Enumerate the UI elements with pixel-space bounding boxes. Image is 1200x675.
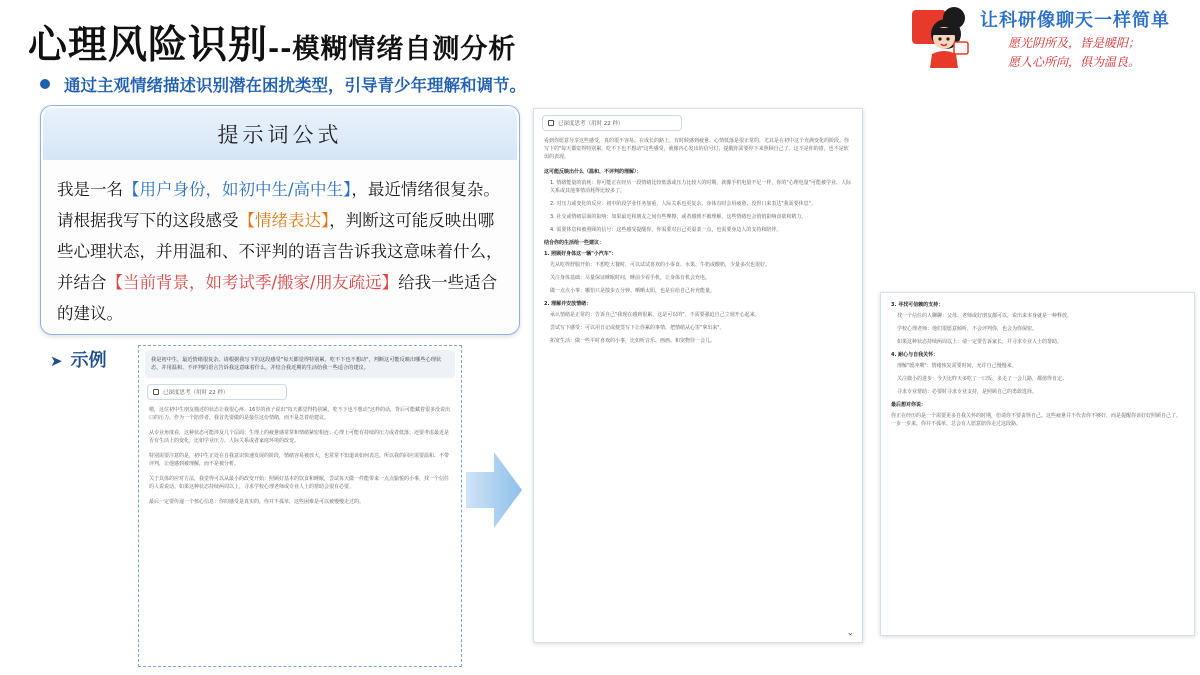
response-item: 承认情绪是正常的：告诉自己"我现在感到很累，这是可以的"，不需要强迫自己立刻开心起来。	[550, 312, 760, 318]
response-intro: 看到你愿意分享这些感受，真的很不容易。在成长的路上，有时候感到疲惫、心情低落是很正常的，尤其是在初中这个充满变化的阶段。你写下的"每天都觉得特别累，吃不下也不想动"这些感受，就像内心发出的信号灯，提醒你需要停下来照顾自己了。这不是你的错，也不是软弱的表现。	[544, 138, 850, 160]
response-item: 先从吃得舒服开始：不想吃大餐时，可以试试喜欢的小零食、水果、牛奶或酸奶，少量多次也很好。	[550, 262, 771, 268]
prompt-text-4: 给我一些适合的建议。	[57, 273, 498, 323]
response-screenshot-main	[533, 108, 863, 643]
reasoning-para: 嗯，这位初中生朋友描述的状态让我很心疼。16岁的孩子说出"每天都觉得特别累，吃不下也不想动"这样的话，背后可能藏着很多没说出口的压力。作为一个陪伴者，我首先要做的是接住这份情绪，而不是急着给建议。	[149, 407, 450, 421]
response-item: 尝试写下感受：可以用日记或便签写下让你累的事情，把情绪从心里"拿出来"。	[550, 325, 725, 331]
prompt-var-background: 【当前背景，如考试季/搬家/朋友疏远】	[106, 273, 399, 292]
example-screenshot-left	[138, 345, 462, 667]
example-label	[50, 346, 107, 372]
response-subheading: 4. 耐心与自我关怀：	[891, 352, 939, 358]
title-sub: --模糊情绪自测分析	[268, 34, 517, 65]
intro-bullet-text: 通过主观情绪描述识别潜在困扰类型，引导青少年理解和调节。	[64, 76, 526, 95]
response-heading: 这可能反映出什么（温和、不评判的理解）：	[544, 169, 642, 175]
response-text	[534, 135, 862, 352]
mascot-logo-icon	[910, 4, 974, 68]
deep-thinking-toggle[interactable]	[542, 115, 682, 131]
flow-arrow-icon	[466, 452, 522, 528]
prompt-text-3: ，判断这可能反映出哪些心理状态，并用温和、不评判的语言告诉我这意味着什么，并结合	[57, 211, 503, 292]
deep-thinking-label: 已深度思考（用时 22 秒）	[163, 390, 229, 396]
prompt-card-body	[41, 162, 519, 329]
prompt-text-1: 我是一名	[57, 180, 123, 199]
slogan-line-2: 愿光阴所及，皆是暖阳；	[1008, 36, 1141, 50]
response-subheading: 1. 照顾好身体这一辆"小汽车"：	[544, 251, 617, 257]
prompt-var-emotion: 【情绪表达】	[238, 211, 330, 230]
response-heading: 最后想对你说：	[891, 402, 927, 408]
deep-thinking-label: 已深度思考（用时 22 秒）	[558, 121, 624, 127]
reasoning-para: 从专业角度看，这种状态可能涉及几个层面：生理上的疲惫感常常和情绪紧密相连；心理上可能有持续的压力或者低落；还要考虑最近是否有生活上的变化，比如学业压力、人际关系或者家庭环境的改变。	[149, 430, 450, 444]
slogan-line-1: 让科研像聊天一样简单	[980, 10, 1170, 31]
response-item: 做一点点小事：哪怕只是散步五分钟、晒晒太阳，也是在给自己补充能量。	[550, 288, 716, 294]
prompt-var-identity: 【用户身份，如初中生/高中生】	[123, 180, 352, 199]
response-heading: 结合你的生活给一些建议：	[544, 240, 605, 246]
response-item: 找一个信任的人聊聊：父母、老师或好朋友都可以，说出来本身就是一种释放。	[897, 313, 1073, 319]
prompt-text-2: ，最近情绪很复杂。请根据我写下的这段感受	[57, 180, 500, 230]
reasoning-para: 关于具体的应对方法，我觉得可以从最小的改变开始：照顾好基本的饮食和睡眠，尝试每天做一件能带来一点点愉悦的小事，找一个信任的人说说话。如果这种状态持续两周以上，寻求学校心理老师或专业人士的帮助会很有必要。	[149, 476, 450, 490]
response-item: 2. 对压力或变化的反应：初中阶段学业任务加重，人际关系也更复杂。身体有时会用疲惫、没胃口来表达"我需要休息"。	[550, 201, 816, 207]
arrow-right-icon: ➤	[50, 352, 63, 370]
response-item: 如果这种状态持续两周以上：请一定要告诉家长，并寻求专业人士的帮助。	[897, 339, 1063, 345]
intro-bullet	[40, 72, 526, 96]
response-closing: 你正在经历的是一个需要更多自我关怀的时期，但请你不要责怪自己。这些疲惫并不代表你不够好，而是提醒你该好好照顾自己了。一步一步来，你并不孤单，总会有人愿意陪你走过这段路。	[891, 413, 1182, 427]
page-title	[28, 14, 516, 70]
scroll-down-icon[interactable]: ⌄	[846, 628, 854, 638]
response-item: 关注微小的进步：今天比昨天多吃了一口饭、多走了一会儿路，都值得肯定。	[897, 376, 1068, 382]
response-item: 学校心理老师：他们很愿意倾听，不会评判你，也会为你保密。	[897, 326, 1038, 332]
response-text-continued	[881, 293, 1194, 437]
brand-slogan	[980, 6, 1190, 70]
reasoning-para: 特别需要注意的是，初中生正处在自我意识快速发展的阶段，情绪容易被放大，也常常不知道该如何表达。所以我的回应需要温和、不带评判，让他感到被理解，而不是被分析。	[149, 453, 450, 467]
response-item: 拓宽生活：做一些平时喜欢的小事，比如听音乐、画画、和宠物待一会儿。	[550, 338, 716, 344]
response-item: 3. 社交或情绪层面的影响：如果最近和朋友之间有些摩擦，或者感到不被理解，这些情绪也会悄悄影响食欲和精力。	[550, 214, 807, 220]
title-main: 心理风险识别	[28, 23, 269, 68]
slogan-line-3: 愿人心所向，俱为温良。	[1008, 55, 1141, 69]
prompt-formula-card	[40, 105, 520, 335]
response-item: 理解"缓冲期"：情绪恢复需要时间，允许自己慢慢来。	[897, 363, 1017, 369]
response-subheading: 2. 理解并安放情绪：	[544, 301, 592, 307]
bullet-dot-icon	[40, 79, 50, 89]
example-label-text: 示例	[70, 350, 107, 371]
response-screenshot-continued	[880, 292, 1195, 636]
response-item: 关注身体基础：尽量保证睡眠时间，睡前少看手机，让身体有机会充电。	[550, 275, 711, 281]
response-item: 1. 情绪能量的消耗：你可能正在经历一段情绪比较低落或压力比较大的时期。就像手机电量不足一样，你的"心理电量"可能被学业、人际关系或其他事情消耗得比较多了。	[550, 180, 851, 194]
response-item: 寻求专业帮助：必要时寻求专业支持，是照顾自己的勇敢选择。	[897, 389, 1038, 395]
thinking-icon	[548, 120, 554, 126]
prompt-card-heading: 提示词公式	[43, 108, 517, 160]
reasoning-para: 最后一定要传递一个核心信息：你的感受是真实的，你并不孤单，这些困难是可以被慢慢走过的。	[149, 499, 365, 505]
thinking-icon	[153, 389, 159, 395]
response-subheading: 3. 寻找可信赖的支持：	[891, 302, 944, 308]
deep-thinking-toggle[interactable]	[147, 384, 287, 400]
reasoning-text	[139, 404, 461, 515]
user-query-bubble: 我是初中生，最近情绪很复杂。请根据我写下的这段感受"每天都觉得特别累，吃不下也不想动"，判断这可能反映出哪些心理状态，并用温和、不评判的语言告诉我这意味着什么，并结合我近期的生活给我一些适合的建议。	[145, 350, 455, 378]
response-item: 4. 需要休息和被照顾的信号：这些感受提醒你，你需要对自己更温柔一点，也需要身边人的支持和陪伴。	[550, 227, 782, 233]
